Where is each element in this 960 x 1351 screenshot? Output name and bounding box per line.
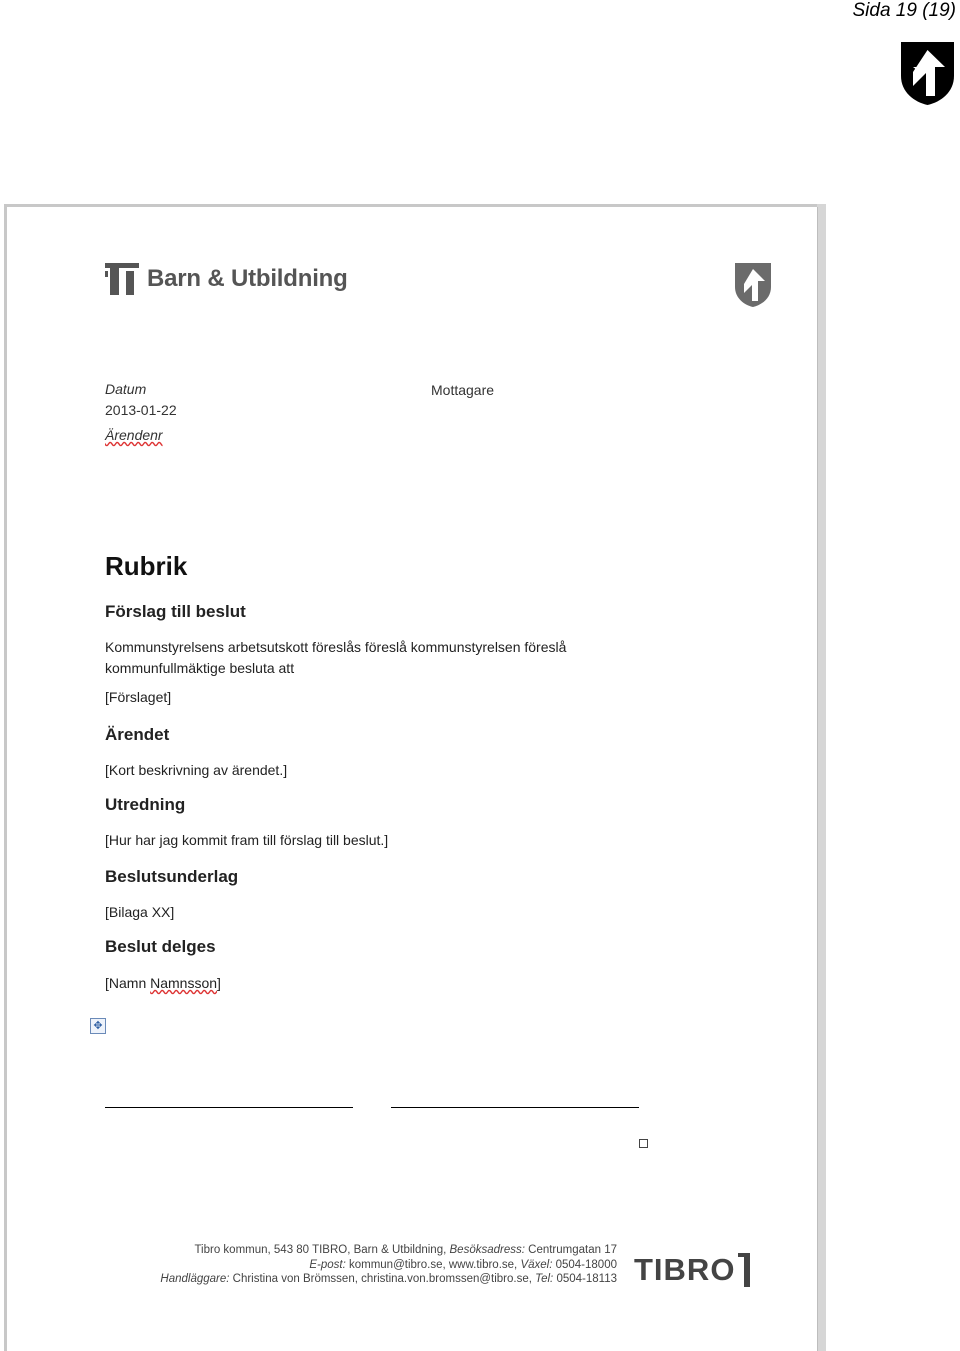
footer-line-1: Tibro kommun, 543 80 TIBRO, Barn & Utbildning, Besöksadress: Centrumgatan 17	[194, 1244, 617, 1256]
tibro-footer-logo	[634, 1252, 750, 1288]
document-title: Rubrik	[105, 551, 188, 581]
page-number: Sida 19 (19)	[852, 0, 956, 21]
heading-arendet: Ärendet	[105, 725, 170, 744]
small-crest-icon	[734, 262, 772, 308]
arendet-text: [Kort beskrivning av ärendet.]	[105, 762, 288, 778]
municipal-crest-icon	[899, 40, 956, 106]
forslag-text: Kommunstyrelsens arbetsutskott föreslås föreslå kommunstyrelsen föreslå kommunfullmäktige besluta att	[105, 639, 567, 676]
department-logo	[105, 261, 348, 297]
small-square-icon	[639, 1139, 648, 1148]
namn-prefix: [Namn	[105, 975, 151, 991]
datum-value: 2013-01-22	[105, 402, 177, 418]
heading-beslut-delges: Beslut delges	[105, 937, 216, 956]
datum-label: Datum	[105, 381, 147, 397]
footer-line-2: E-post: kommun@tibro.se, www.tibro.se, Växel: 0504-18000	[309, 1258, 617, 1271]
tibro-logo-text: TIBRO	[634, 1252, 736, 1287]
namn-suffix: ]	[217, 975, 221, 991]
heading-utredning: Utredning	[105, 795, 186, 814]
namnsson: Namnsson	[150, 975, 218, 991]
forslag-placeholder: [Förslaget]	[105, 689, 172, 705]
footer-info	[147, 1243, 617, 1287]
tibro-logo-mark-icon	[738, 1253, 750, 1287]
heading-forslag: Förslag till beslut	[105, 602, 246, 621]
footer-line-3: Handläggare: Christina von Brömssen, christina.von.bromssen@tibro.se, Tel: 0504-18113	[160, 1273, 617, 1285]
signature-line-2	[391, 1107, 639, 1108]
department-name: Barn & Utbildning	[147, 265, 348, 292]
tibro-mark-icon	[105, 263, 139, 295]
table-move-handle-icon[interactable]: ✥	[90, 1018, 106, 1034]
beslutsunderlag-text: [Bilaga XX]	[105, 904, 175, 920]
heading-beslutsunderlag: Beslutsunderlag	[105, 867, 239, 886]
utredning-text: [Hur har jag kommit fram till förslag till beslut.]	[105, 832, 389, 848]
document-page	[7, 207, 818, 1351]
page-shadow	[817, 204, 826, 1351]
document-screenshot	[4, 204, 826, 1351]
mottagare-label: Mottagare	[431, 382, 495, 398]
arendenr-label: Ärendenr	[105, 427, 163, 443]
signature-line-1	[105, 1107, 353, 1108]
beslut-delges-text	[105, 973, 625, 994]
